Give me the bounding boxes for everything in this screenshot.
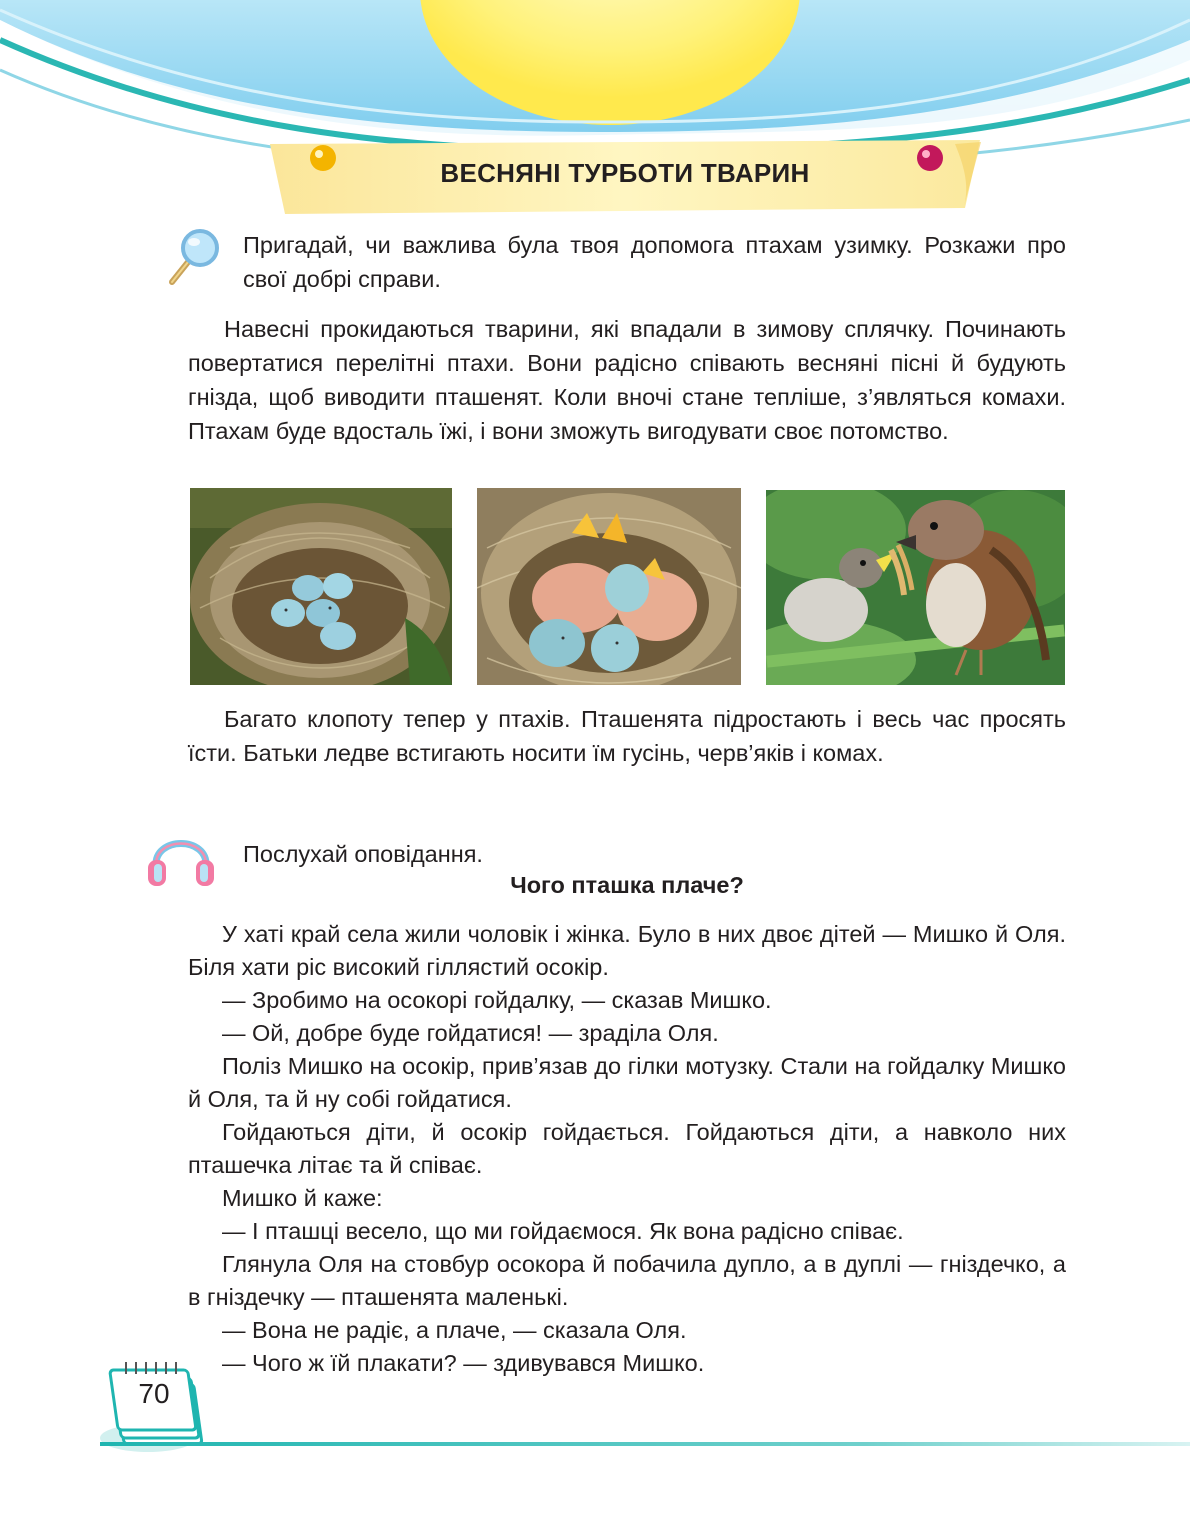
- listen-task-text: Послухай оповідання.: [243, 841, 483, 867]
- story-title: Чого пташка плаче?: [510, 872, 744, 898]
- story-paragraph: Глянула Оля на стовбур осокора й побачила дупло, а в дуплі — гніздечко, а в гніздечку — пташенята маленькі.: [188, 1251, 1066, 1310]
- story-paragraph: — Ой, добре буде гойдатися! — зраділа Оля.: [222, 1020, 719, 1046]
- story-paragraph: — Чого ж їй плакати? — здивувався Мишко.: [222, 1350, 705, 1376]
- page-title: ВЕСНЯНІ ТУРБОТИ ТВАРИН: [440, 158, 810, 188]
- story-paragraph: Гойдаються діти, й осокір гойдається. Гойдаються діти, а навколо них пташечка літає та й співає.: [188, 1119, 1066, 1178]
- paragraph-birds-care: Багато клопоту тепер у птахів. Пташенята підростають і весь час просять їсти. Батьки ледве встигають носити їм гусінь, черв’яків і комах.: [188, 706, 1066, 766]
- sparrow-feeding-chick-photo: [766, 490, 1065, 685]
- nest-with-chicks-photo: [477, 488, 741, 685]
- magnifier-icon: [166, 228, 222, 288]
- paragraph-spring: Навесні прокидаються тварини, які впадали в зимову сплячку. Починають повертатися перелітні птахи. Вони радісно співають весняні пісні й будують гнізда, щоб виводити пташенят. Коли вночі стане тепліше, з’являться комахи. Птахам буде вдосталь їжі, і вони зможуть вигодувати своє потомство.: [188, 316, 1066, 444]
- story-paragraph: — Вона не радіє, а плаче, — сказала Оля.: [222, 1317, 687, 1343]
- intro-task-text: Пригадай, чи важлива була твоя допомога птахам узимку. Розкажи про свої добрі справи.: [243, 232, 1066, 292]
- story-paragraph: — І пташці весело, що ми гойдаємося. Як вона радісно співає.: [222, 1218, 904, 1244]
- story-paragraph: У хаті край села жили чоловік і жінка. Було в них двоє дітей — Мишко й Оля. Біля хати ріс високий гіллястий осокір.: [188, 921, 1066, 980]
- bottom-divider: [100, 1440, 1190, 1448]
- story-paragraph: — Зробимо на осокорі гойдалку, — сказав Мишко.: [222, 987, 772, 1013]
- story-paragraph: Поліз Мишко на осокір, прив’язав до гілки мотузку. Стали на гойдалку Мишко й Оля, та й ну собі гойдатися.: [188, 1053, 1066, 1112]
- page-number: 70: [138, 1378, 170, 1409]
- story-paragraph: Мишко й каже:: [222, 1185, 383, 1211]
- nest-with-eggs-photo: [190, 488, 452, 685]
